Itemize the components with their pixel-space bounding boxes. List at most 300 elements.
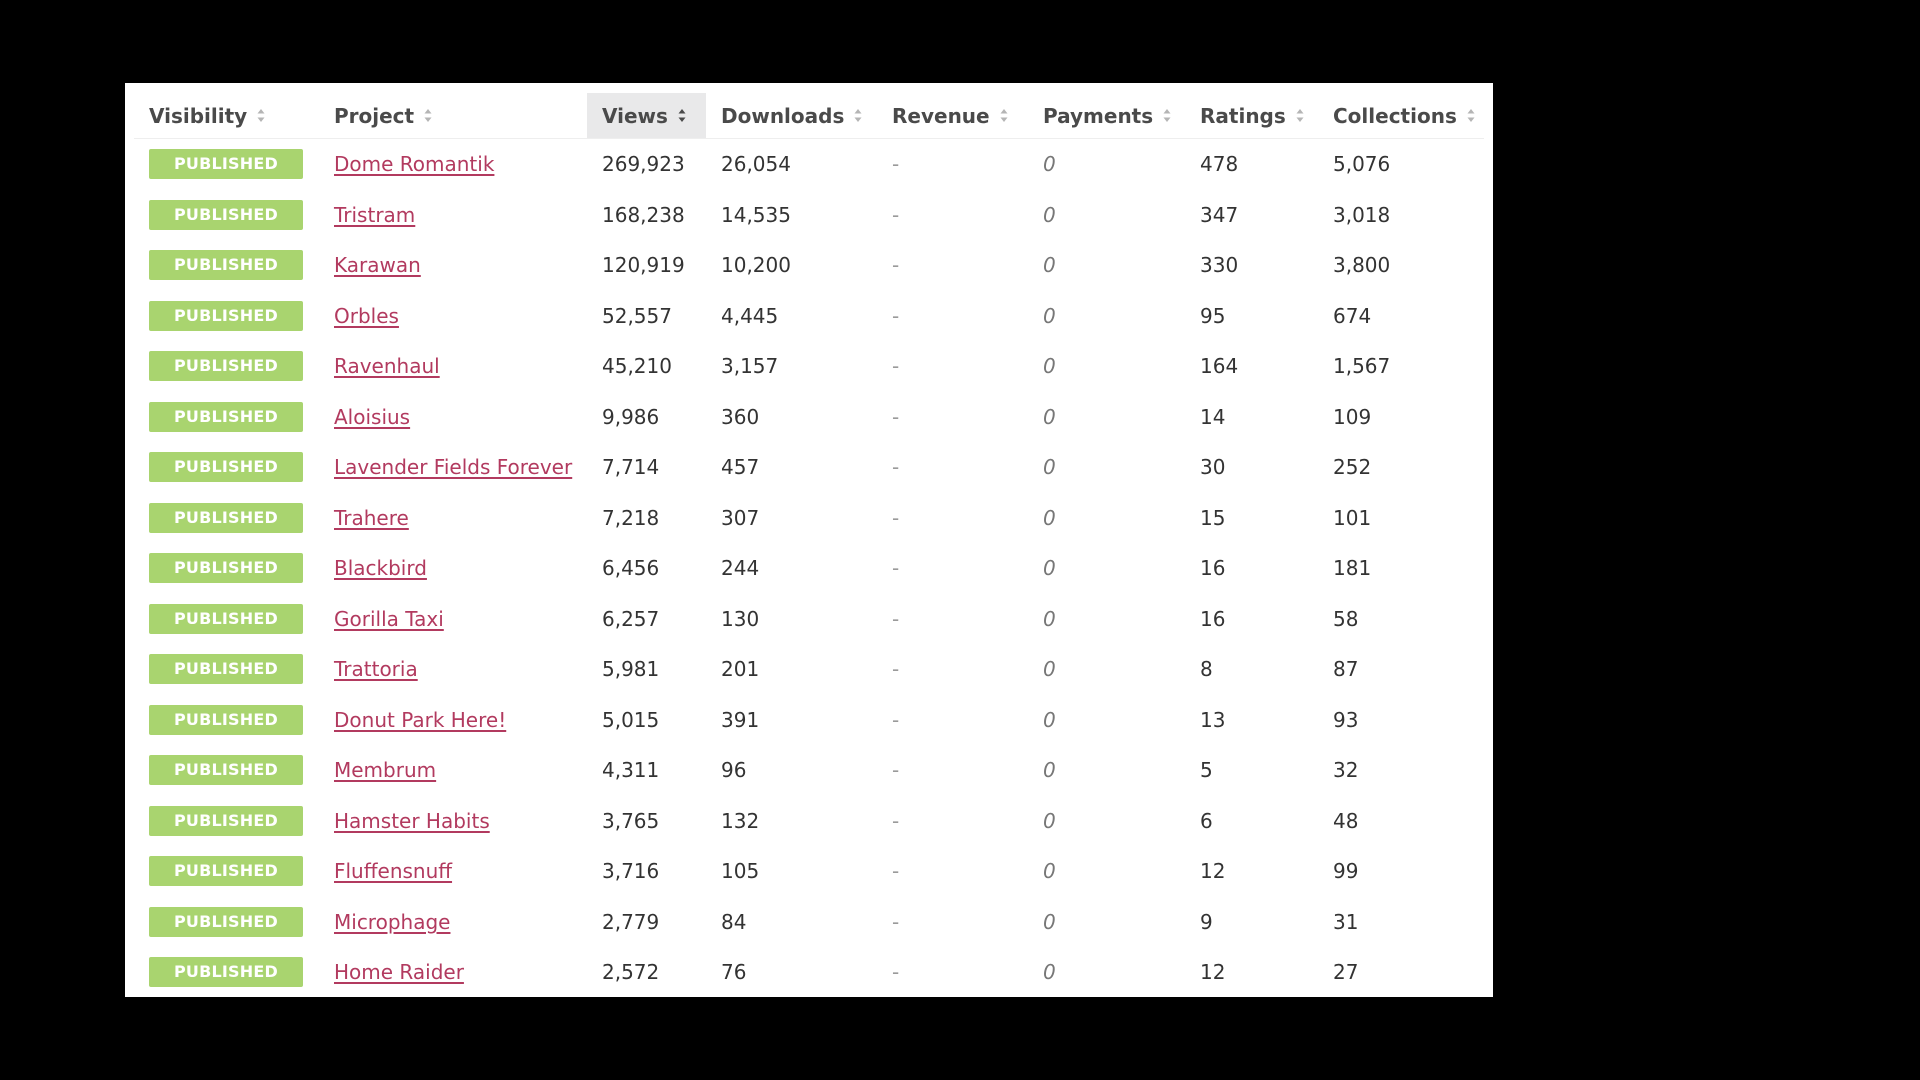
cell-collections [1318, 442, 1484, 493]
payments-value: 0 [1043, 202, 1056, 227]
payments-value: 0 [1043, 455, 1056, 480]
cell-downloads [706, 897, 877, 948]
cell-payments [1028, 745, 1185, 796]
project-link[interactable]: Home Raider [334, 960, 464, 985]
cell-revenue [877, 644, 1028, 695]
cell-payments [1028, 291, 1185, 342]
cell-visibility [134, 190, 319, 241]
cell-ratings [1185, 846, 1318, 897]
views-value: 6,257 [602, 606, 660, 631]
cell-downloads [706, 493, 877, 544]
ratings-value: 95 [1200, 303, 1226, 328]
project-link[interactable]: Trahere [334, 505, 409, 530]
column-header-label: Downloads [721, 103, 845, 128]
collections-value: 32 [1333, 758, 1359, 783]
column-header-ratings[interactable] [1185, 93, 1318, 139]
ratings-value: 15 [1200, 505, 1226, 530]
cell-payments [1028, 543, 1185, 594]
cell-visibility [134, 846, 319, 897]
cell-views [587, 695, 706, 746]
collections-value: 5,076 [1333, 152, 1391, 177]
downloads-value: 105 [721, 859, 760, 884]
table-row [134, 240, 1484, 291]
ratings-value: 9 [1200, 909, 1213, 934]
ratings-value: 6 [1200, 808, 1213, 833]
status-badge: PUBLISHED [149, 604, 303, 634]
project-link[interactable]: Karawan [334, 253, 421, 278]
ratings-value: 14 [1200, 404, 1226, 429]
revenue-value: - [892, 404, 900, 429]
sort-icon[interactable] [424, 108, 432, 123]
cell-collections [1318, 897, 1484, 948]
views-value: 45,210 [602, 354, 672, 379]
cell-collections [1318, 695, 1484, 746]
cell-views [587, 897, 706, 948]
collections-value: 101 [1333, 505, 1372, 530]
collections-value: 3,800 [1333, 253, 1391, 278]
status-badge: PUBLISHED [149, 705, 303, 735]
project-link[interactable]: Membrum [334, 758, 437, 783]
status-badge: PUBLISHED [149, 351, 303, 381]
cell-downloads [706, 341, 877, 392]
project-link[interactable]: Hamster Habits [334, 808, 490, 833]
cell-views [587, 594, 706, 645]
revenue-value: - [892, 657, 900, 682]
cell-collections [1318, 493, 1484, 544]
collections-value: 58 [1333, 606, 1359, 631]
ratings-value: 330 [1200, 253, 1239, 278]
status-badge: PUBLISHED [149, 452, 303, 482]
cell-project [319, 341, 587, 392]
revenue-value: - [892, 354, 900, 379]
sort-icon[interactable] [257, 108, 265, 123]
cell-ratings [1185, 745, 1318, 796]
collections-value: 674 [1333, 303, 1372, 328]
status-badge: PUBLISHED [149, 402, 303, 432]
status-badge: PUBLISHED [149, 654, 303, 684]
downloads-value: 391 [721, 707, 760, 732]
cell-payments [1028, 493, 1185, 544]
table-row [134, 796, 1484, 847]
cell-ratings [1185, 543, 1318, 594]
revenue-value: - [892, 960, 900, 985]
cell-payments [1028, 594, 1185, 645]
cell-views [587, 442, 706, 493]
cell-views [587, 341, 706, 392]
column-header-label: Payments [1043, 103, 1154, 128]
sort-icon[interactable] [1000, 108, 1008, 123]
table-row [134, 695, 1484, 746]
status-badge: PUBLISHED [149, 957, 303, 987]
ratings-value: 5 [1200, 758, 1213, 783]
cell-views [587, 644, 706, 695]
payments-value: 0 [1043, 909, 1056, 934]
cell-revenue [877, 291, 1028, 342]
cell-downloads [706, 846, 877, 897]
column-header-label: Ratings [1200, 103, 1286, 128]
cell-ratings [1185, 493, 1318, 544]
cell-downloads [706, 796, 877, 847]
status-badge: PUBLISHED [149, 806, 303, 836]
cell-collections [1318, 796, 1484, 847]
downloads-value: 130 [721, 606, 760, 631]
column-header-label: Project [334, 103, 415, 128]
table-row [134, 594, 1484, 645]
status-badge: PUBLISHED [149, 755, 303, 785]
payments-value: 0 [1043, 808, 1056, 833]
ratings-value: 478 [1200, 152, 1239, 177]
cell-visibility [134, 897, 319, 948]
cell-payments [1028, 796, 1185, 847]
revenue-value: - [892, 707, 900, 732]
cell-project [319, 594, 587, 645]
cell-project [319, 392, 587, 443]
cell-views [587, 846, 706, 897]
table-row [134, 190, 1484, 241]
project-link[interactable]: Ravenhaul [334, 354, 440, 379]
cell-collections [1318, 341, 1484, 392]
column-header-visibility[interactable] [134, 93, 319, 139]
cell-downloads [706, 695, 877, 746]
downloads-value: 132 [721, 808, 760, 833]
cell-revenue [877, 695, 1028, 746]
collections-value: 1,567 [1333, 354, 1391, 379]
cell-project [319, 644, 587, 695]
column-header-label: Collections [1333, 103, 1457, 128]
cell-views [587, 240, 706, 291]
revenue-value: - [892, 303, 900, 328]
cell-payments [1028, 139, 1185, 190]
views-value: 7,714 [602, 455, 660, 480]
project-link[interactable]: Lavender Fields Forever [334, 455, 573, 480]
table-row [134, 139, 1484, 190]
revenue-value: - [892, 152, 900, 177]
downloads-value: 96 [721, 758, 747, 783]
downloads-value: 307 [721, 505, 760, 530]
cell-views [587, 139, 706, 190]
payments-value: 0 [1043, 606, 1056, 631]
views-value: 4,311 [602, 758, 660, 783]
ratings-value: 13 [1200, 707, 1226, 732]
cell-downloads [706, 139, 877, 190]
revenue-value: - [892, 909, 900, 934]
ratings-value: 12 [1200, 859, 1226, 884]
table-row [134, 644, 1484, 695]
cell-visibility [134, 745, 319, 796]
cell-views [587, 291, 706, 342]
cell-views [587, 543, 706, 594]
ratings-value: 347 [1200, 202, 1239, 227]
sort-icon[interactable] [854, 108, 862, 123]
payments-value: 0 [1043, 354, 1056, 379]
cell-downloads [706, 291, 877, 342]
cell-project [319, 745, 587, 796]
cell-project [319, 897, 587, 948]
cell-payments [1028, 947, 1185, 997]
revenue-value: - [892, 455, 900, 480]
cell-ratings [1185, 291, 1318, 342]
payments-value: 0 [1043, 152, 1056, 177]
project-link[interactable]: Microphage [334, 909, 451, 934]
project-link[interactable]: Donut Park Here! [334, 707, 507, 732]
downloads-value: 4,445 [721, 303, 779, 328]
project-link[interactable]: Gorilla Taxi [334, 606, 444, 631]
downloads-value: 201 [721, 657, 760, 682]
project-link[interactable]: Dome Romantik [334, 152, 495, 177]
cell-collections [1318, 543, 1484, 594]
payments-value: 0 [1043, 303, 1056, 328]
projects-table [134, 93, 1484, 997]
revenue-value: - [892, 556, 900, 581]
cell-collections [1318, 594, 1484, 645]
table-row [134, 442, 1484, 493]
cell-downloads [706, 240, 877, 291]
ratings-value: 164 [1200, 354, 1239, 379]
payments-value: 0 [1043, 960, 1056, 985]
column-header-label: Views [602, 103, 668, 128]
cell-collections [1318, 139, 1484, 190]
payments-value: 0 [1043, 859, 1056, 884]
cell-project [319, 543, 587, 594]
revenue-value: - [892, 202, 900, 227]
cell-visibility [134, 594, 319, 645]
cell-ratings [1185, 796, 1318, 847]
views-value: 9,986 [602, 404, 660, 429]
cell-collections [1318, 947, 1484, 997]
payments-value: 0 [1043, 758, 1056, 783]
revenue-value: - [892, 606, 900, 631]
cell-views [587, 947, 706, 997]
cell-visibility [134, 695, 319, 746]
revenue-value: - [892, 505, 900, 530]
cell-visibility [134, 644, 319, 695]
cell-revenue [877, 897, 1028, 948]
cell-payments [1028, 897, 1185, 948]
views-value: 168,238 [602, 202, 685, 227]
cell-visibility [134, 493, 319, 544]
cell-ratings [1185, 442, 1318, 493]
cell-visibility [134, 543, 319, 594]
cell-ratings [1185, 947, 1318, 997]
column-header-payments[interactable] [1028, 93, 1185, 139]
cell-ratings [1185, 341, 1318, 392]
downloads-value: 3,157 [721, 354, 779, 379]
cell-downloads [706, 442, 877, 493]
cell-views [587, 392, 706, 443]
table-row [134, 392, 1484, 443]
cell-revenue [877, 392, 1028, 443]
cell-visibility [134, 341, 319, 392]
cell-project [319, 796, 587, 847]
downloads-value: 10,200 [721, 253, 791, 278]
project-link[interactable]: Blackbird [334, 556, 427, 581]
ratings-value: 8 [1200, 657, 1213, 682]
cell-project [319, 139, 587, 190]
table-row [134, 493, 1484, 544]
cell-collections [1318, 745, 1484, 796]
cell-project [319, 695, 587, 746]
payments-value: 0 [1043, 404, 1056, 429]
cell-ratings [1185, 139, 1318, 190]
column-header-views[interactable] [587, 93, 706, 139]
revenue-value: - [892, 758, 900, 783]
collections-value: 48 [1333, 808, 1359, 833]
column-header-downloads[interactable] [706, 93, 877, 139]
cell-payments [1028, 190, 1185, 241]
collections-value: 93 [1333, 707, 1359, 732]
cell-revenue [877, 594, 1028, 645]
sort-icon[interactable] [1467, 108, 1475, 123]
cell-visibility [134, 240, 319, 291]
column-header-revenue[interactable] [877, 93, 1028, 139]
collections-value: 99 [1333, 859, 1359, 884]
collections-value: 87 [1333, 657, 1359, 682]
project-link[interactable]: Aloisius [334, 404, 411, 429]
sort-icon[interactable] [1296, 108, 1304, 123]
collections-value: 181 [1333, 556, 1372, 581]
payments-value: 0 [1043, 657, 1056, 682]
status-badge: PUBLISHED [149, 856, 303, 886]
cell-revenue [877, 240, 1028, 291]
table-row [134, 897, 1484, 948]
table-row [134, 543, 1484, 594]
cell-views [587, 796, 706, 847]
collections-value: 3,018 [1333, 202, 1391, 227]
views-value: 6,456 [602, 556, 660, 581]
cell-project [319, 190, 587, 241]
cell-project [319, 442, 587, 493]
views-value: 269,923 [602, 152, 685, 177]
cell-project [319, 240, 587, 291]
downloads-value: 244 [721, 556, 760, 581]
cell-project [319, 846, 587, 897]
table-row [134, 745, 1484, 796]
cell-revenue [877, 139, 1028, 190]
cell-views [587, 745, 706, 796]
cell-ratings [1185, 240, 1318, 291]
downloads-value: 26,054 [721, 152, 791, 177]
cell-ratings [1185, 594, 1318, 645]
collections-value: 27 [1333, 960, 1359, 985]
cell-visibility [134, 796, 319, 847]
project-link[interactable]: Trattoria [334, 657, 418, 682]
cell-downloads [706, 543, 877, 594]
status-badge: PUBLISHED [149, 149, 303, 179]
cell-visibility [134, 947, 319, 997]
cell-revenue [877, 341, 1028, 392]
stats-panel [125, 83, 1493, 997]
cell-revenue [877, 796, 1028, 847]
table-row [134, 341, 1484, 392]
cell-payments [1028, 846, 1185, 897]
project-link[interactable]: Fluffensnuff [334, 859, 453, 884]
revenue-value: - [892, 808, 900, 833]
cell-revenue [877, 745, 1028, 796]
downloads-value: 457 [721, 455, 760, 480]
views-value: 52,557 [602, 303, 672, 328]
payments-value: 0 [1043, 505, 1056, 530]
cell-payments [1028, 240, 1185, 291]
collections-value: 109 [1333, 404, 1372, 429]
project-link[interactable]: Tristram [334, 202, 416, 227]
ratings-value: 12 [1200, 960, 1226, 985]
cell-views [587, 493, 706, 544]
cell-collections [1318, 190, 1484, 241]
cell-downloads [706, 190, 877, 241]
cell-collections [1318, 291, 1484, 342]
collections-value: 252 [1333, 455, 1372, 480]
cell-ratings [1185, 190, 1318, 241]
column-header-project[interactable] [319, 93, 587, 139]
status-badge: PUBLISHED [149, 250, 303, 280]
cell-payments [1028, 442, 1185, 493]
project-link[interactable]: Orbles [334, 303, 399, 328]
revenue-value: - [892, 253, 900, 278]
views-value: 3,716 [602, 859, 660, 884]
views-value: 3,765 [602, 808, 660, 833]
views-value: 2,572 [602, 960, 660, 985]
status-badge: PUBLISHED [149, 301, 303, 331]
status-badge: PUBLISHED [149, 200, 303, 230]
ratings-value: 30 [1200, 455, 1226, 480]
cell-downloads [706, 745, 877, 796]
views-value: 2,779 [602, 909, 660, 934]
ratings-value: 16 [1200, 556, 1226, 581]
cell-revenue [877, 947, 1028, 997]
cell-revenue [877, 442, 1028, 493]
views-value: 7,218 [602, 505, 660, 530]
cell-collections [1318, 846, 1484, 897]
cell-downloads [706, 644, 877, 695]
payments-value: 0 [1043, 707, 1056, 732]
cell-ratings [1185, 392, 1318, 443]
cell-payments [1028, 341, 1185, 392]
views-value: 5,015 [602, 707, 660, 732]
cell-collections [1318, 392, 1484, 443]
sort-desc-icon[interactable] [678, 108, 686, 123]
cell-ratings [1185, 897, 1318, 948]
sort-icon[interactable] [1163, 108, 1171, 123]
table-body [134, 139, 1484, 998]
cell-visibility [134, 392, 319, 443]
ratings-value: 16 [1200, 606, 1226, 631]
downloads-value: 360 [721, 404, 760, 429]
cell-downloads [706, 594, 877, 645]
payments-value: 0 [1043, 556, 1056, 581]
status-badge: PUBLISHED [149, 907, 303, 937]
column-header-collections[interactable] [1318, 93, 1484, 139]
downloads-value: 76 [721, 960, 747, 985]
revenue-value: - [892, 859, 900, 884]
status-badge: PUBLISHED [149, 553, 303, 583]
cell-visibility [134, 139, 319, 190]
cell-payments [1028, 644, 1185, 695]
cell-revenue [877, 190, 1028, 241]
payments-value: 0 [1043, 253, 1056, 278]
views-value: 120,919 [602, 253, 685, 278]
cell-project [319, 291, 587, 342]
cell-payments [1028, 392, 1185, 443]
column-header-label: Visibility [149, 103, 248, 128]
cell-collections [1318, 644, 1484, 695]
downloads-value: 84 [721, 909, 747, 934]
cell-revenue [877, 543, 1028, 594]
column-header-label: Revenue [892, 103, 990, 128]
table-row [134, 291, 1484, 342]
cell-ratings [1185, 695, 1318, 746]
cell-revenue [877, 493, 1028, 544]
cell-visibility [134, 291, 319, 342]
